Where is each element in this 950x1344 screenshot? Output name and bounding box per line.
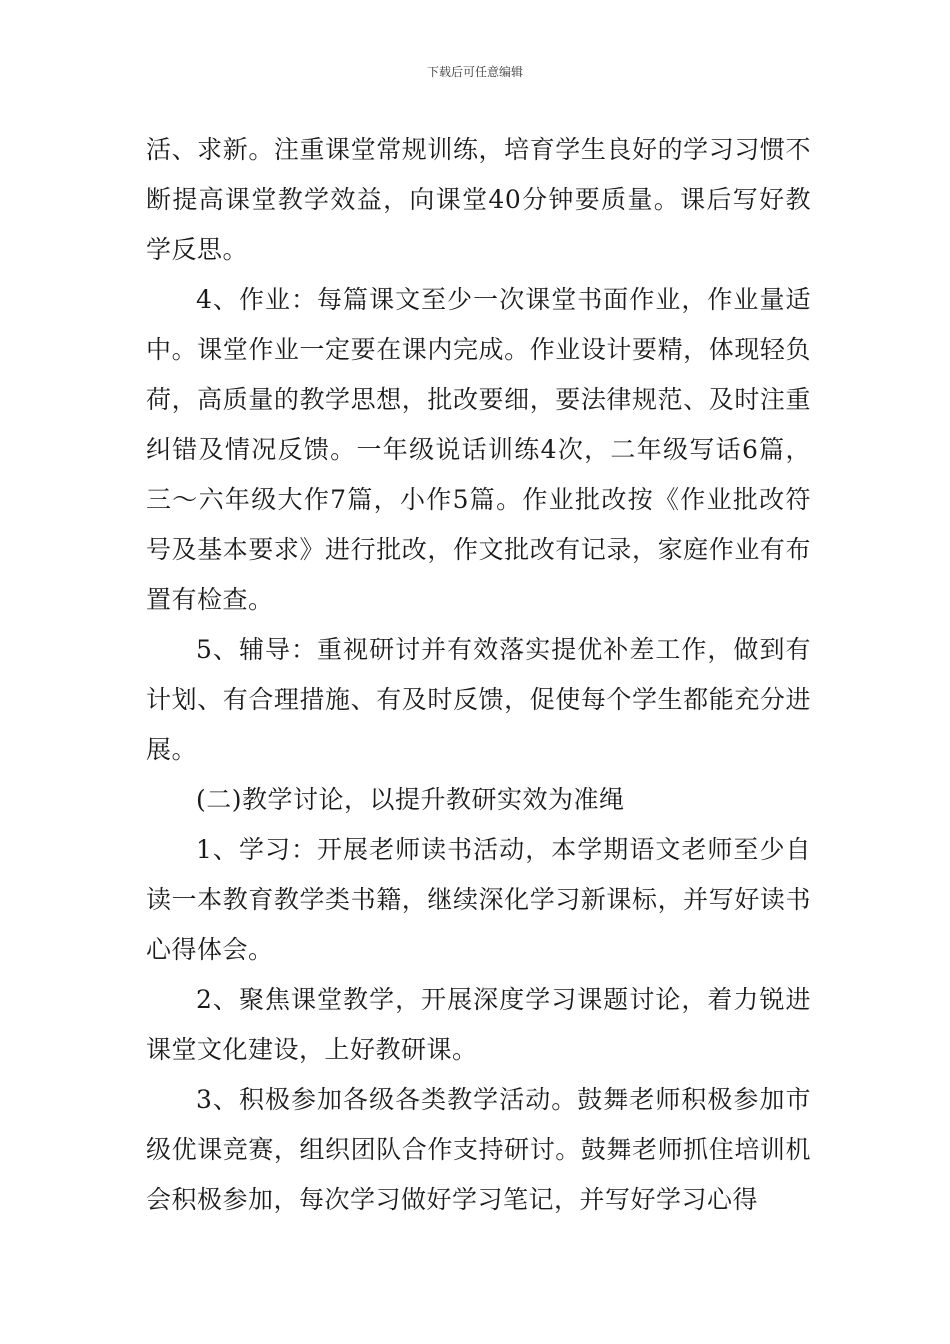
paragraph-activities: 3、积极参加各级各类教学活动。鼓舞老师积极参加市级优课竞赛，组织团队合作支持研讨。鼓舞老师抓住培训机会积极参加，每次学习做好学习笔记，并写好学习心得 (146, 1085, 811, 1214)
page-header: 下载后可任意编辑 (426, 65, 523, 79)
paragraph-classroom-focus: 2、聚焦课堂教学，开展深度学习课题讨论，着力锐进课堂文化建设，上好教研课。 (146, 985, 811, 1064)
paragraph-homework: 4、作业：每篇课文至少一次课堂书面作业，作业量适中。课堂作业一定要在课内完成。作业设计要精，体现轻负荷，高质量的教学思想，批改要细，要法律规范、及时注重纠错及情况反馈。一年级说话训练4次，二年级写话6篇，三～六年级大作7篇，小作5篇。作业批改按《作业批改符号及基本要求》进行批改，作文批改有记录，家庭作业有布置有检查。 (146, 285, 811, 614)
paragraph-continuation: 活、求新。注重课堂常规训练，培育学生良好的学习习惯不断提高课堂教学效益，向课堂40分钟要质量。课后写好教学反思。 (146, 135, 811, 264)
section-heading-teaching-discussion: (二)教学讨论，以提升教研实效为准绳 (196, 785, 625, 814)
paragraph-tutoring: 5、辅导：重视研讨并有效落实提优补差工作，做到有计划、有合理措施、有及时反馈，促使每个学生都能充分进展。 (146, 635, 811, 764)
paragraph-study: 1、学习：开展老师读书活动，本学期语文老师至少自读一本教育教学类书籍，继续深化学习新课标，并写好读书心得体会。 (146, 835, 811, 964)
document-body (146, 125, 811, 1225)
